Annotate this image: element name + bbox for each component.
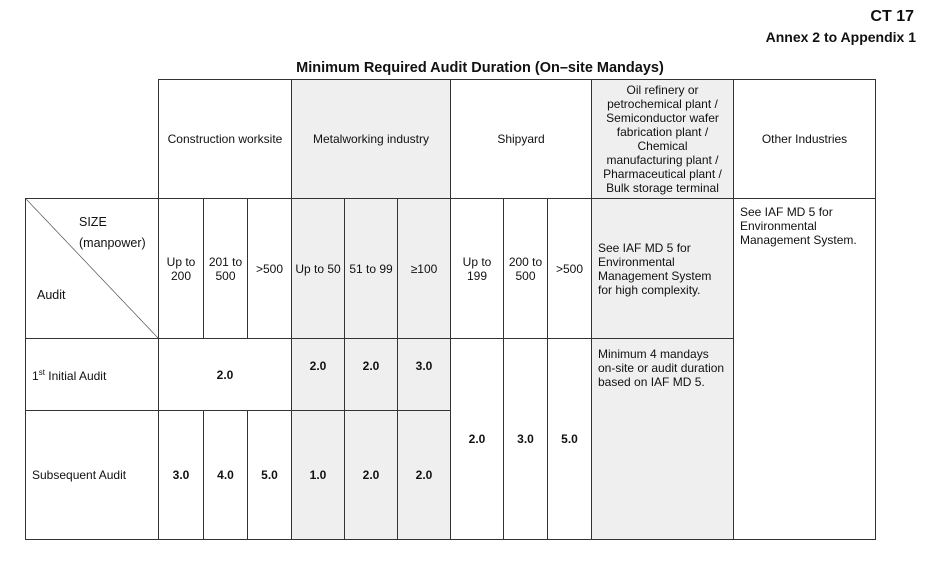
shipyard-value-2: 3.0 <box>504 339 548 540</box>
document-code: CT 17 <box>870 8 914 25</box>
row-label-subsequent-audit: Subsequent Audit <box>26 411 159 540</box>
annex-reference: Annex 2 to Appendix 1 <box>765 29 916 45</box>
subsequent-construction-1: 3.0 <box>159 411 204 540</box>
note-oil-size: See IAF MD 5 for Environmental Management System for high complexity. <box>592 199 734 339</box>
table-title: Minimum Required Audit Duration (On–site Mandays) <box>296 60 664 76</box>
header-other-industries: Other Industries <box>734 80 876 199</box>
note-oil-audit: Minimum 4 mandays on-site or audit duration based on IAF MD 5. <box>592 339 734 540</box>
subsequent-metalworking-2: 2.0 <box>345 411 398 540</box>
subsequent-construction-2: 4.0 <box>204 411 248 540</box>
initial-metalworking-1: 2.0 <box>292 339 345 411</box>
row-label-initial-audit: 1st Initial Audit <box>26 339 159 411</box>
shipyard-value-1: 2.0 <box>451 339 504 540</box>
corner-manpower-label: (manpower) <box>79 236 146 250</box>
size-construction-1: Up to 200 <box>159 199 204 339</box>
initial-metalworking-2: 2.0 <box>345 339 398 411</box>
size-metalworking-2: 51 to 99 <box>345 199 398 339</box>
header-metalworking: Metalworking industry <box>292 80 451 199</box>
size-audit-corner-cell <box>26 199 159 339</box>
note-other-industries: See IAF MD 5 for Environmental Management System. <box>734 199 876 540</box>
size-construction-2: 201 to 500 <box>204 199 248 339</box>
size-metalworking-3: ≥100 <box>398 199 451 339</box>
header-shipyard: Shipyard <box>451 80 592 199</box>
corner-size-label: SIZE <box>79 215 107 229</box>
size-metalworking-1: Up to 50 <box>292 199 345 339</box>
size-shipyard-1: Up to 199 <box>451 199 504 339</box>
blank-header-cell <box>26 80 159 199</box>
shipyard-value-3: 5.0 <box>548 339 592 540</box>
size-shipyard-2: 200 to 500 <box>504 199 548 339</box>
header-construction: Construction worksite <box>159 80 292 199</box>
size-construction-3: >500 <box>248 199 292 339</box>
size-shipyard-3: >500 <box>548 199 592 339</box>
header-oil-refinery: Oil refinery or petrochemical plant / Semiconductor wafer fabrication plant / Chemical manufacturing plant / Pharmaceutical plant / Bulk storage terminal <box>592 80 734 199</box>
subsequent-construction-3: 5.0 <box>248 411 292 540</box>
initial-construction-value: 2.0 <box>159 339 292 411</box>
subsequent-metalworking-1: 1.0 <box>292 411 345 540</box>
initial-metalworking-3: 3.0 <box>398 339 451 411</box>
corner-audit-label: Audit <box>37 288 66 302</box>
audit-duration-table <box>25 79 876 540</box>
subsequent-metalworking-3: 2.0 <box>398 411 451 540</box>
